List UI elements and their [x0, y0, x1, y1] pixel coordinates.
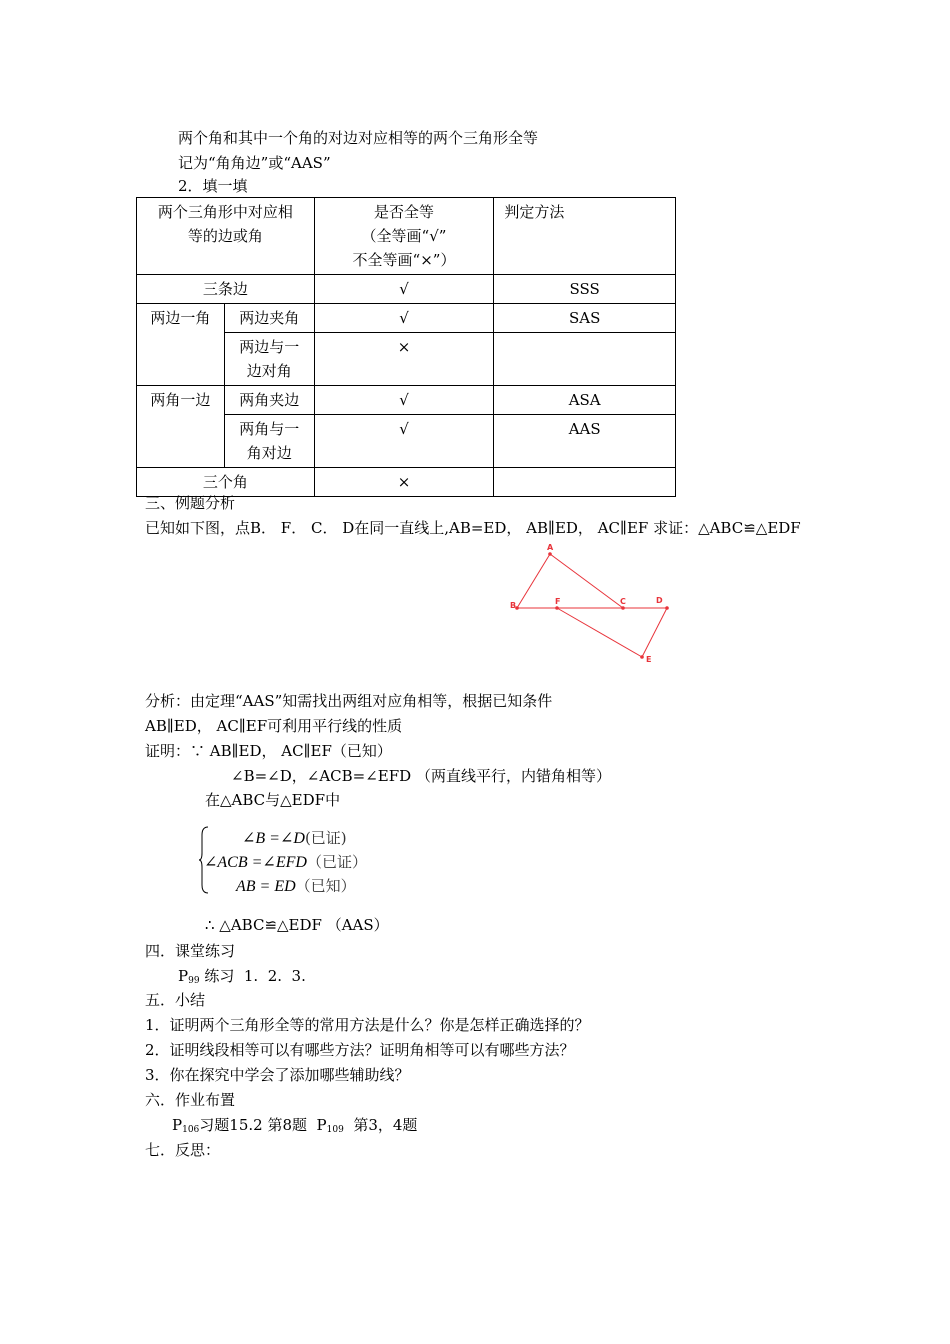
intro-line-2: 记为“角角边”或“AAS”	[178, 154, 331, 172]
summary-item-3: 3．你在探究中学会了添加哪些辅助线？	[145, 1066, 410, 1084]
row-label: 三条边	[137, 275, 315, 304]
row-label-line2: 边对角	[246, 362, 292, 380]
header-congruent	[314, 198, 494, 275]
eq-2-expr: ∠ACB =∠EFD	[204, 854, 307, 871]
segment-ab	[517, 554, 550, 608]
homework-page1: 106	[182, 1125, 200, 1135]
header-col1-line1: 两个三角形中对应相	[157, 203, 293, 221]
segment-de	[642, 608, 667, 657]
header-col2-line3: 不全等画“×”）	[352, 251, 456, 269]
summary-item-1: 1．证明两个三角形全等的常用方法是什么？你是怎样正确选择的？	[145, 1016, 590, 1034]
proof-line-1: 证明：∵ AB∥ED， AC∥EF（已知）	[145, 742, 392, 760]
row-label: 两边夹角	[224, 304, 314, 333]
label-e: E	[646, 655, 652, 664]
header-method: 判定方法	[494, 198, 676, 275]
row-method: SAS	[494, 304, 676, 333]
header-col1-line2: 等的边或角	[187, 227, 263, 245]
row-method: ASA	[494, 386, 676, 415]
system-eq-2	[204, 851, 367, 872]
homework-text2: 第3，4题	[343, 1116, 418, 1134]
row-mark: √	[314, 275, 494, 304]
practice-text: 练习 1. 2. 3.	[199, 967, 306, 985]
row-method: SSS	[494, 275, 676, 304]
homework-p2: P	[316, 1116, 327, 1134]
row-method	[494, 468, 676, 497]
homework-text1: 习题15.2 第8题	[199, 1116, 317, 1134]
header-col2-line1: 是否全等	[374, 203, 435, 221]
reflection-heading: 七．反思：	[145, 1141, 221, 1159]
row-mark: √	[314, 304, 494, 333]
row-label-line1: 两边与一	[239, 338, 300, 356]
practice-p: P	[178, 967, 189, 985]
point-d	[665, 606, 669, 610]
header-col2-line2: （全等画“√”	[361, 227, 447, 245]
segment-ac	[550, 554, 623, 608]
row-mark: ×	[314, 333, 494, 386]
row-method	[494, 333, 676, 386]
point-a	[548, 552, 552, 556]
segment-fe	[557, 608, 642, 657]
homework-heading: 六．作业布置	[145, 1091, 236, 1109]
table-row	[137, 304, 676, 333]
analysis-line-1: 分析：由定理“AAS”知需找出两组对应角相等，根据已知条件	[145, 692, 553, 710]
row-mark: ×	[314, 468, 494, 497]
example-problem: 已知如下图，点B． F． C． D在同一直线上,AB=ED， AB∥ED， AC∥EF 求证：△ABC≌△EDF	[145, 519, 801, 537]
row-label-line1: 两角与一	[239, 420, 300, 438]
practice-heading: 四．课堂练习	[145, 942, 236, 960]
table-header-row	[137, 198, 676, 275]
fill-title: 2．填一填	[178, 177, 248, 195]
table-row	[137, 386, 676, 415]
conclusion-line: ∴ △ABC≌△EDF （AAS）	[205, 916, 389, 934]
label-f: F	[555, 597, 561, 606]
header-correspondence	[137, 198, 315, 275]
eq-1-note: (已证)	[304, 829, 347, 847]
homework-p1: P	[172, 1116, 183, 1134]
system-eq-3	[236, 875, 356, 896]
row-label-line2: 角对边	[246, 444, 292, 462]
row-label	[224, 415, 314, 468]
row-mark: √	[314, 386, 494, 415]
proof-line-2: ∠B=∠D，∠ACB=∠EFD （两直线平行，内错角相等）	[231, 767, 611, 785]
homework-page2: 109	[326, 1125, 344, 1135]
summary-heading: 五．小结	[145, 991, 206, 1009]
label-d: D	[656, 596, 663, 605]
congruence-table	[136, 197, 676, 497]
proof-line-3: 在△ABC与△EDF中	[205, 791, 341, 809]
point-c	[621, 606, 625, 610]
group-label: 两边一角	[137, 304, 225, 386]
label-c: C	[620, 597, 626, 606]
practice-line	[178, 966, 306, 991]
row-mark: √	[314, 415, 494, 468]
label-b: B	[510, 601, 517, 610]
eq-3-note: （已知）	[295, 877, 356, 895]
intro-line-1: 两个角和其中一个角的对边对应相等的两个三角形全等	[178, 129, 539, 147]
triangle-figure	[505, 540, 680, 670]
row-label: 两角夹边	[224, 386, 314, 415]
practice-page: 99	[188, 976, 200, 986]
system-eq-1	[242, 827, 347, 848]
row-method: AAS	[494, 415, 676, 468]
equation-system	[198, 825, 438, 895]
row-label: 三个角	[137, 468, 315, 497]
row-label	[224, 333, 314, 386]
homework-line	[172, 1115, 417, 1140]
eq-1-expr: ∠B =∠D	[242, 830, 305, 847]
point-e	[640, 655, 644, 659]
summary-item-2: 2．证明线段相等可以有哪些方法？证明角相等可以有哪些方法？	[145, 1041, 575, 1059]
group-label: 两角一边	[137, 386, 225, 468]
eq-3-expr: AB = ED	[236, 878, 296, 895]
example-heading: 三、例题分析	[145, 494, 236, 512]
eq-2-note: （已证）	[306, 853, 367, 871]
point-f	[555, 606, 559, 610]
label-a: A	[547, 543, 554, 552]
analysis-line-2: AB∥ED， AC∥EF可利用平行线的性质	[145, 717, 403, 735]
table-row	[137, 275, 676, 304]
